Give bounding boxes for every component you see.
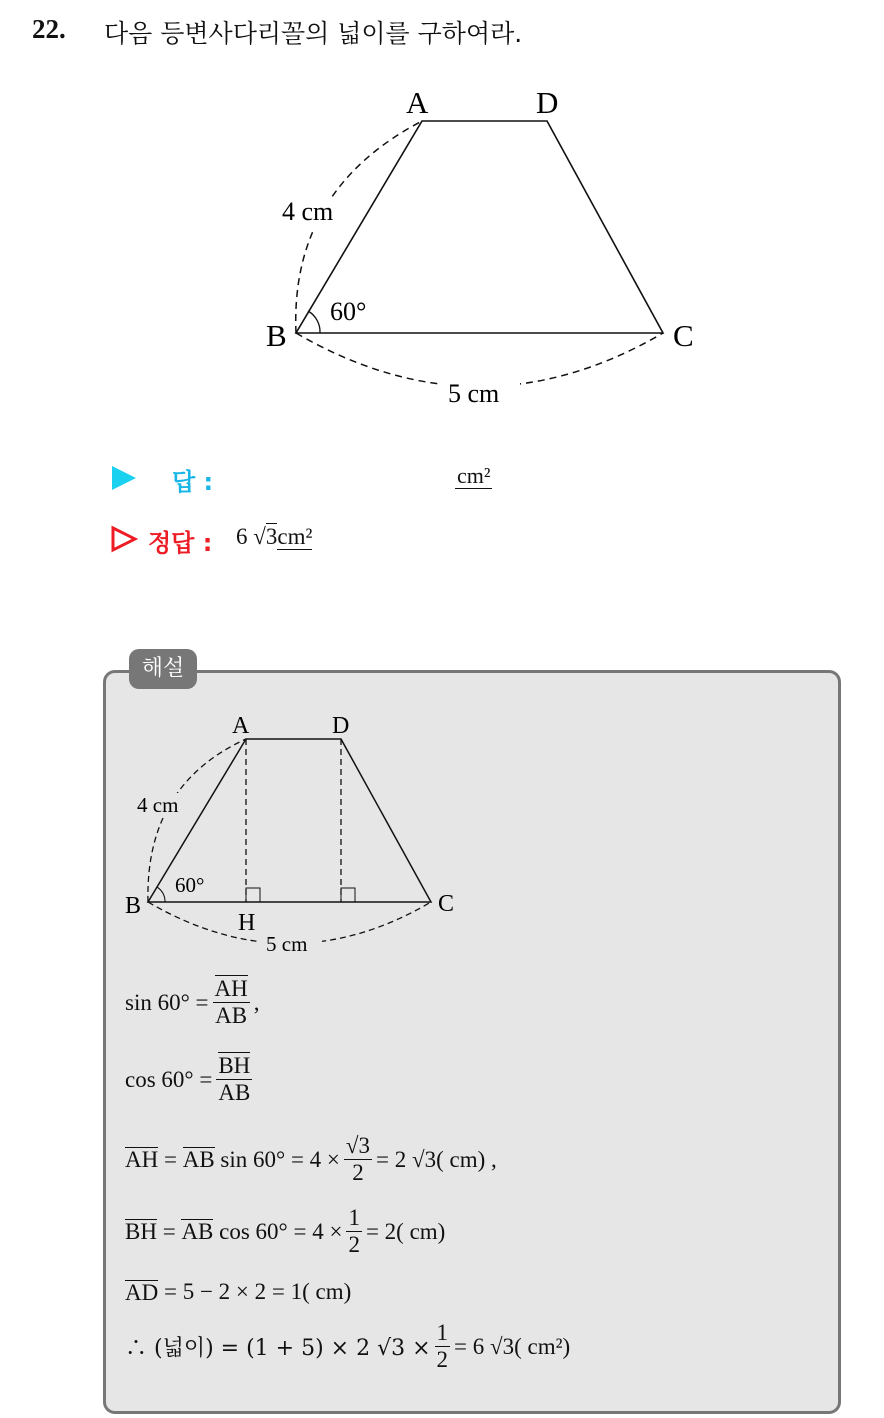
correct-arrow-icon: [110, 525, 138, 553]
correct-radicand: 3: [265, 524, 278, 549]
side-ab-label: 4 cm: [282, 197, 334, 226]
answer-unit: cm²: [457, 463, 491, 488]
equation-ah: AH = AB sin 60° = 4 × $\frac{√3}{2}$ = 2 √3( cm) ,: [125, 1133, 497, 1185]
answer-arrow-icon: [112, 466, 136, 490]
correct-label: 정답 :: [148, 529, 213, 557]
explanation-vertex-b: B: [125, 893, 142, 919]
correct-unit: cm²: [277, 524, 313, 549]
explanation-vertex-c: C: [438, 891, 455, 917]
explanation-angle-b: 60°: [175, 873, 205, 897]
equation-cos: cos 60° = $\frac{BH}{AB}$: [125, 1053, 251, 1105]
right-angle-d: [341, 888, 355, 902]
explanation-side-ab: 4 cm: [137, 793, 179, 817]
equation-ad: AD = 5 − 2 × 2 = 1( cm): [125, 1279, 352, 1305]
explanation-figure: [120, 705, 480, 960]
equation-area: ∴ (넓이) = (1 + 5) × 2 √3 × $\frac{1}{2}$ = 6 √3( cm²): [125, 1320, 571, 1372]
side-bc-label: 5 cm: [448, 379, 500, 408]
explanation-vertex-d: D: [332, 713, 350, 739]
angle-arc: [308, 311, 320, 333]
explanation-angle-arc: [157, 887, 165, 902]
vertex-a-label: A: [406, 85, 429, 120]
vertex-d-label: D: [536, 85, 559, 120]
right-angle-h: [246, 888, 260, 902]
vertex-b-label: B: [266, 318, 287, 353]
correct-coef: 6: [236, 524, 248, 549]
explanation-tag: 해설: [129, 649, 197, 689]
equation-sin: sin 60° = $\frac{AH}{AB}$ ,: [125, 976, 260, 1028]
explanation-vertex-a: A: [232, 713, 250, 739]
equation-bh: BH = AB cos 60° = 4 × $\frac{1}{2}$ = 2( cm): [125, 1205, 446, 1257]
explanation-side-bc: 5 cm: [266, 932, 308, 956]
explanation-vertex-h: H: [238, 910, 256, 936]
answer-label: 답 :: [172, 468, 214, 496]
question-number: 22.: [32, 14, 66, 44]
correct-answer: 6 √3cm²: [236, 524, 313, 549]
vertex-c-label: C: [673, 318, 694, 353]
trapezoid-figure: [250, 80, 720, 420]
question-text: 다음 등변사다리꼴의 넓이를 구하여라.: [104, 19, 523, 48]
angle-b-label: 60°: [330, 297, 367, 326]
